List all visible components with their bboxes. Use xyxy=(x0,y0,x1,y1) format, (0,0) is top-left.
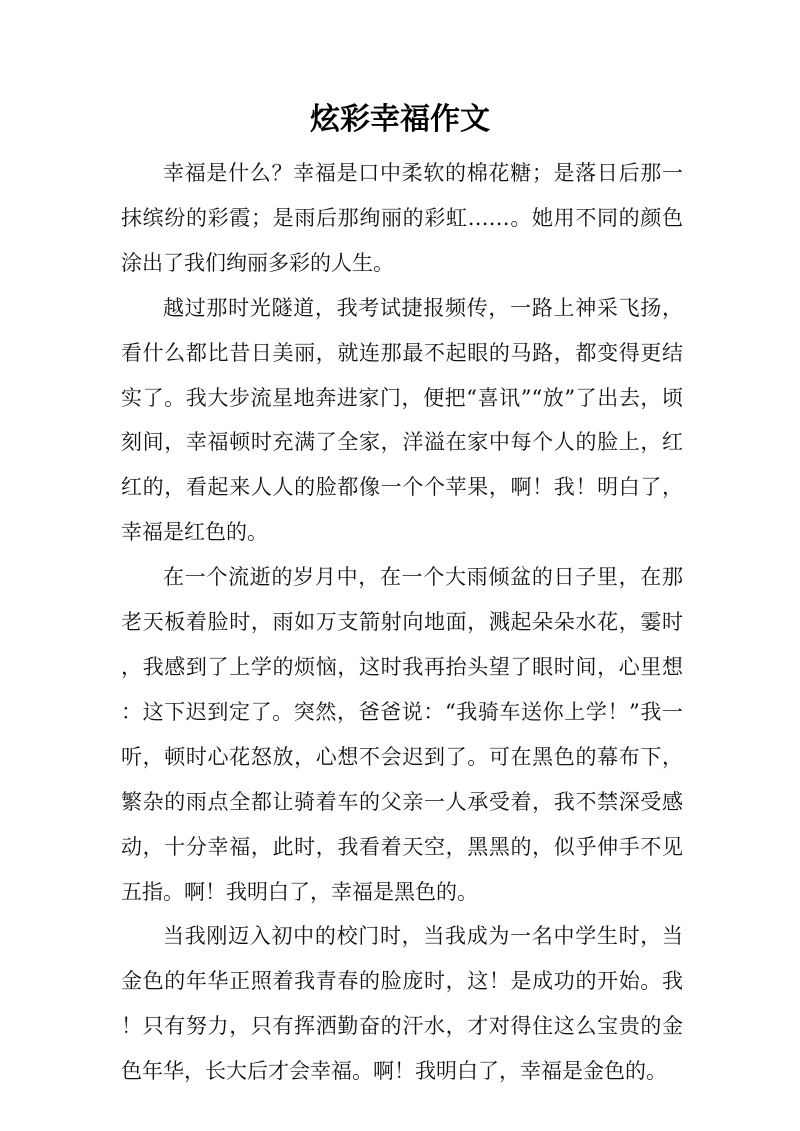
document-title: 炫彩幸福作文 xyxy=(310,102,490,137)
document-body xyxy=(121,151,683,1094)
paragraph-2: 越过那时光隧道，我考试捷报频传，一路上神采飞扬，看什么都比昔日美丽，就连那最不起眼的马路，都变得更结实了。我大步流星地奔进家门，便把“喜讯”“放”了出去，顷刻间，幸福顿时充满了全家，洋溢在家中每个人的脸上，红红的，看起来人人的脸都像一个个苹果，啊！我！明白了，幸福是红色的。 xyxy=(121,295,683,545)
paragraph-4: 当我刚迈入初中的校门时，当我成为一名中学生时，当金色的年华正照着我青春的脸庞时，这！是成功的开始。我！只有努力，只有挥洒勤奋的汗水，才对得住这么宝贵的金色年华，长大后才会幸福。啊！我明白了，幸福是金色的。 xyxy=(121,924,683,1084)
paragraph-3: 在一个流逝的岁月中，在一个大雨倾盆的日子里，在那老天板着脸时，雨如万支箭射向地面，溅起朵朵水花，霎时，我感到了上学的烦恼，这时我再抬头望了眼时间，心里想：这下迟到定了。突然，爸爸说：“我骑车送你上学！”我一听，顿时心花怒放，心想不会迟到了。可在黑色的幕布下，繁杂的雨点全都让骑着车的父亲一人承受着，我不禁深受感动，十分幸福，此时，我看着天空，黑黑的，似乎伸手不见五指。啊！我明白了，幸福是黑色的。 xyxy=(121,565,683,904)
paragraph-1: 幸福是什么？幸福是口中柔软的棉花糖；是落日后那一抹缤纷的彩霞；是雨后那绚丽的彩虹……。她用不同的颜色涂出了我们绚丽多彩的人生。 xyxy=(121,161,683,275)
